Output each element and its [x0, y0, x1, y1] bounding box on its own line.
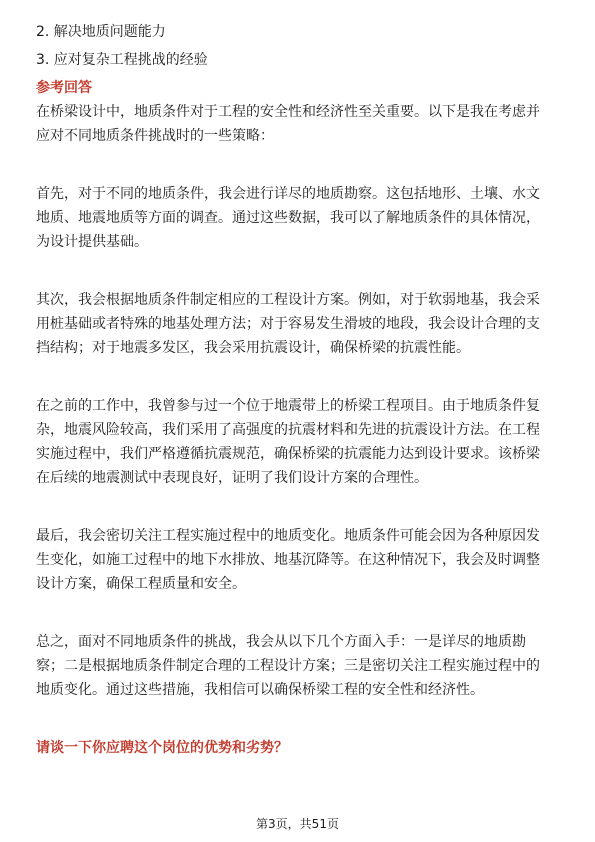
- paragraph-line: 在桥梁设计中，地质条件对于工程的安全性和经济性至关重要。以下是我在考虑并: [36, 104, 540, 120]
- paragraph-line: 用桩基础或者特殊的地基处理方法；对于容易发生滑坡的地段，我会设计合理的支: [36, 316, 540, 332]
- paragraph-gap: [36, 254, 559, 288]
- paragraph-line: 生变化，如施工过程中的地下水排放、地基沉降等。在这种情况下，我会及时调整: [36, 552, 540, 568]
- paragraph-line: 在之前的工作中，我曾参与过一个位于地震带上的桥梁工程项目。由于地质条件复: [36, 398, 540, 414]
- next-question-heading: 请谈一下你应聘这个岗位的优势和劣势？: [36, 740, 288, 756]
- paragraph-gap: [36, 596, 559, 630]
- document-content: [36, 20, 559, 760]
- list-item-2: 2. 解决地质问题能力: [36, 24, 166, 40]
- paragraph-line: 挡结构；对于地震多发区，我会采用抗震设计，确保桥梁的抗震性能。: [36, 340, 470, 356]
- paragraph-line: 地质、地震地质等方面的调查。通过这些数据，我可以了解地质条件的具体情况，: [36, 210, 540, 226]
- paragraph-line: 察；二是根据地质条件制定合理的工程设计方案；三是密切关注工程实施过程中的: [36, 658, 540, 674]
- page-footer: 第3页，共51页: [256, 817, 339, 831]
- paragraph-line: 设计方案，确保工程质量和安全。: [36, 576, 246, 592]
- paragraph-line: 在后续的地震测试中表现良好，证明了我们设计方案的合理性。: [36, 470, 428, 486]
- paragraph-second: [36, 288, 559, 360]
- paragraph-line: 其次，我会根据地质条件制定相应的工程设计方案。例如，对于软弱地基，我会采: [36, 292, 540, 308]
- paragraph-summary: [36, 630, 559, 702]
- paragraph-line: 为设计提供基础。: [36, 234, 148, 250]
- paragraph-line: 总之，面对不同地质条件的挑战，我会从以下几个方面入手：一是详尽的地质勘: [36, 634, 526, 650]
- paragraph-line: 实施过程中，我们严格遵循抗震规范，确保桥梁的抗震能力达到设计要求。该桥梁: [36, 446, 540, 462]
- list-item-3: 3. 应对复杂工程挑战的经验: [36, 52, 208, 68]
- paragraph-first: [36, 182, 559, 254]
- paragraph-gap: [36, 360, 559, 394]
- paragraph-line: 首先，对于不同的地质条件，我会进行详尽的地质勘察。这包括地形、土壤、水文: [36, 186, 540, 202]
- paragraph-line: 最后，我会密切关注工程实施过程中的地质变化。地质条件可能会因为各种原因发: [36, 528, 540, 544]
- paragraph-gap: [36, 490, 559, 524]
- paragraph-gap: [36, 702, 559, 736]
- paragraph-intro: [36, 100, 559, 148]
- paragraph-experience: [36, 394, 559, 490]
- paragraph-line: 杂，地震风险较高，我们采用了高强度的抗震材料和先进的抗震设计方法。在工程: [36, 422, 540, 438]
- paragraph-line: 应对不同地质条件挑战时的一些策略：: [36, 128, 274, 144]
- answer-heading: 参考回答: [36, 80, 92, 96]
- paragraph-line: 地质变化。通过这些措施，我相信可以确保桥梁工程的安全性和经济性。: [36, 682, 484, 698]
- paragraph-last: [36, 524, 559, 596]
- paragraph-gap: [36, 148, 559, 182]
